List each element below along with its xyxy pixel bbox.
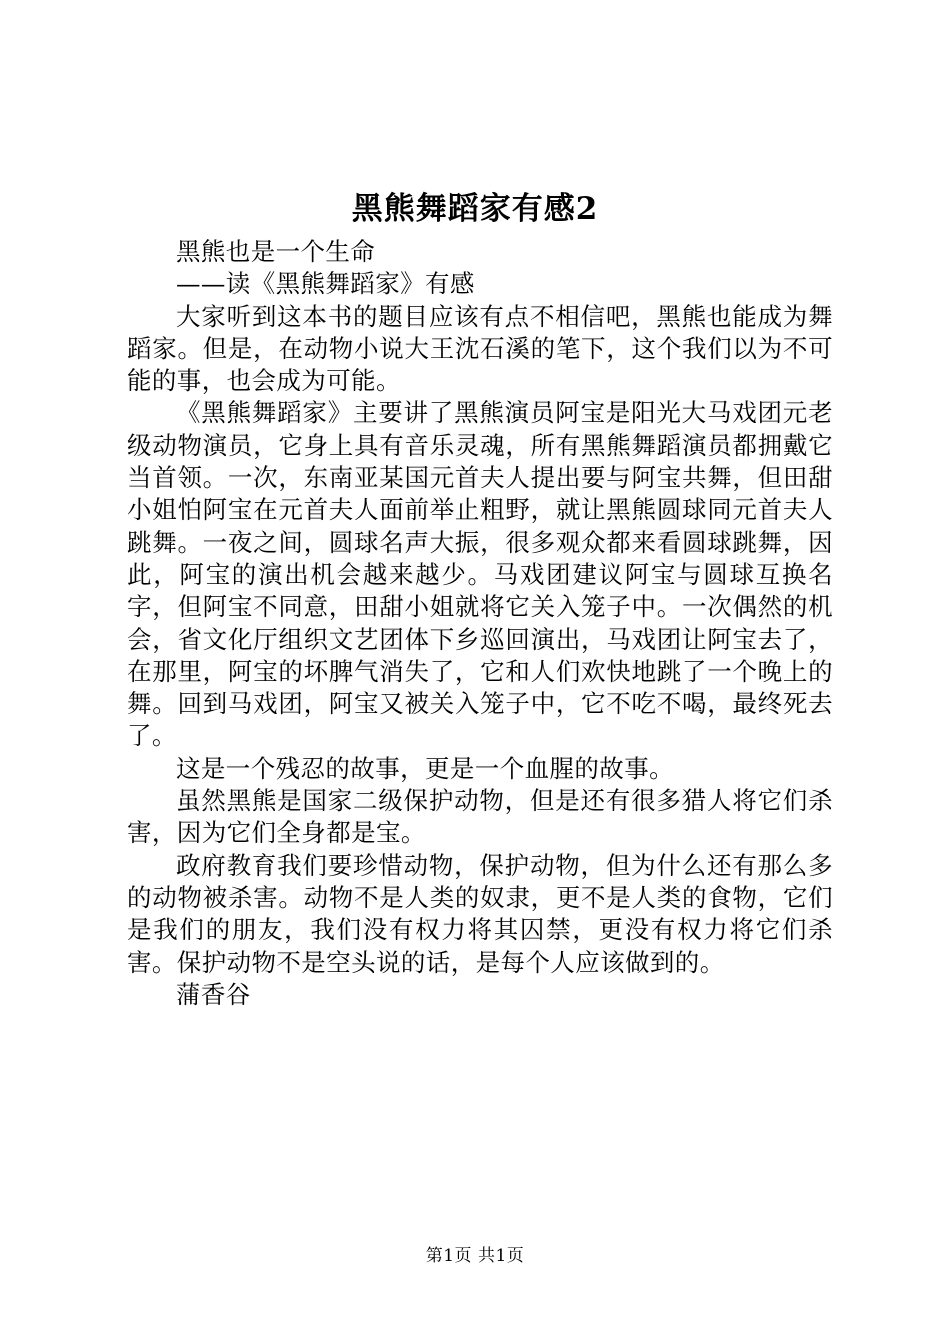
document-title: 黑熊舞蹈家有感2	[351, 191, 599, 227]
subtitle-line: 黑熊也是一个生命	[176, 237, 376, 266]
document-body	[127, 236, 833, 1011]
subtitle-reference: ——读《黑熊舞蹈家》有感	[176, 269, 475, 299]
paragraph-summary: 《黑熊舞蹈家》主要讲了黑熊演员阿宝是阳光大马戏团元老级动物演员，它身上具有音乐灵魂，所有黑熊舞蹈演员都拥戴它当首领。一次，东南亚某国元首夫人提出要与阿宝共舞，但田甜小姐怕阿宝在元首夫人面前举止粗野，就让黑熊圆球同元首夫人跳舞。一夜之间，圆球名声大振，很多观众都来看圆球跳舞，因此，阿宝的演出机会越来越少。马戏团建议阿宝与圆球互换名字，但阿宝不同意，田甜小姐就将它关入笼子中。一次偶然的机会，省文化厅组织文艺团体下乡巡回演出，马戏团让阿宝去了，在那里，阿宝的坏脾气消失了，它和人们欢快地跳了一个晚上的舞。回到马戏团，阿宝又被关入笼子中，它不吃不喝，最终死去了。	[127, 398, 833, 751]
paragraph-reflection: 这是一个残忍的故事，更是一个血腥的故事。	[176, 753, 674, 783]
paragraph-conclusion: 政府教育我们要珍惜动物，保护动物，但为什么还有那么多的动物被杀害。动物不是人类的奴隶，更不是人类的食物，它们是我们的朋友，我们没有权力将其囚禁，更没有权力将它们杀害。保护动物不是空头说的话，是每个人应该做到的。	[127, 850, 833, 977]
author-name: 蒲香谷	[176, 979, 251, 1009]
paragraph-protection: 虽然黑熊是国家二级保护动物，但是还有很多猎人将它们杀害，因为它们全身都是宝。	[127, 786, 833, 848]
page-footer: 第1页 共1页	[425, 1246, 525, 1266]
paragraph-intro: 大家听到这本书的题目应该有点不相信吧，黑熊也能成为舞蹈家。但是，在动物小说大王沈石溪的笔下，这个我们以为不可能的事，也会成为可能。	[127, 301, 833, 396]
